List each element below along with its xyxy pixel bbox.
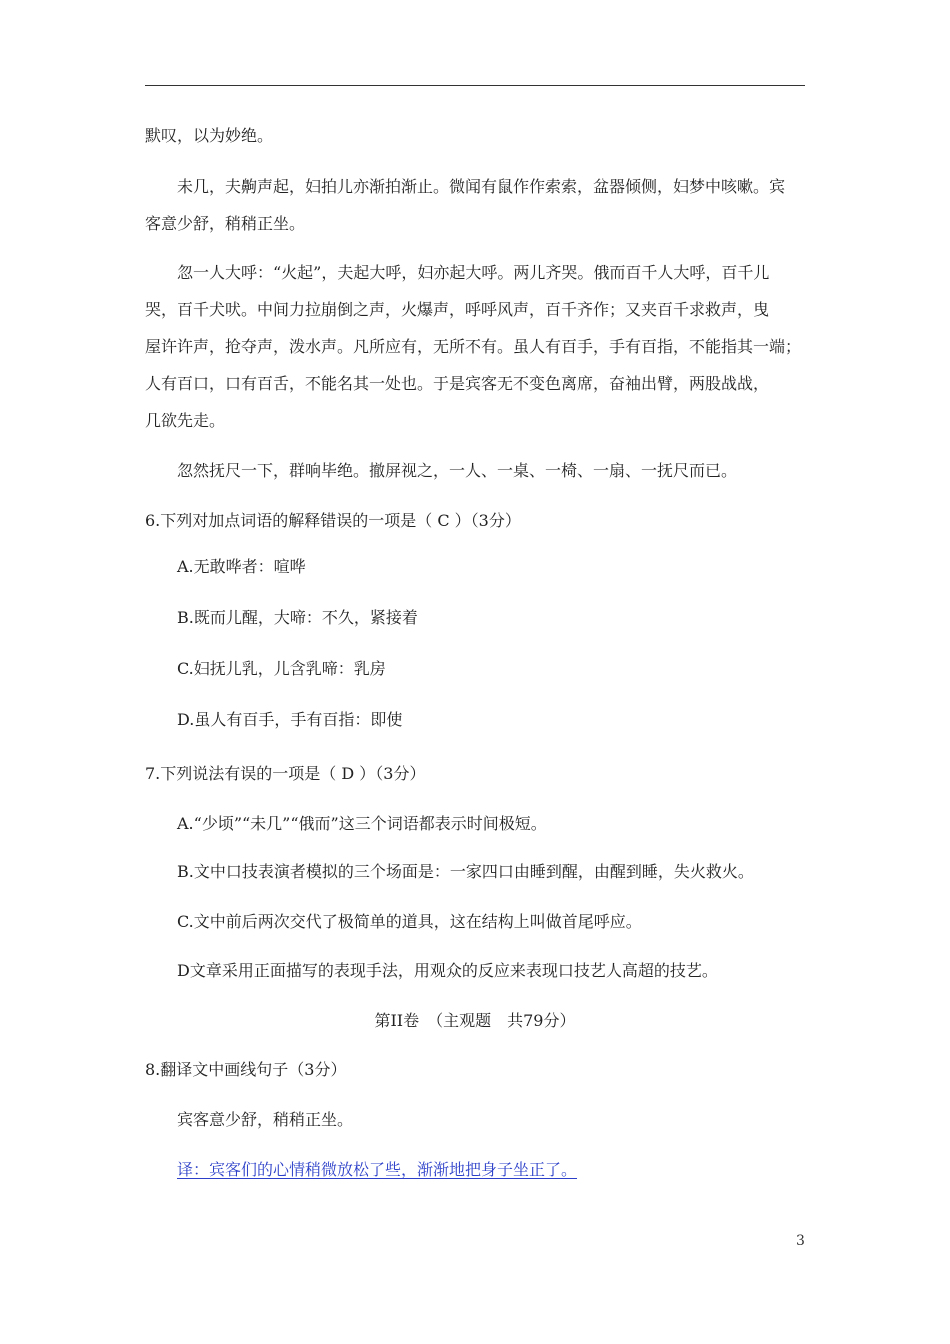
passage-line: 忽然抚尺一下，群响毕绝。撤屏视之，一人、一桌、一椅、一扇、一抚尺而已。 <box>177 461 738 480</box>
question-8-answer-text: 译：宾客们的心情稍微放松了些，渐渐地把身子坐正了。 <box>177 1160 578 1179</box>
question-7-option-b: B.文中口技表演者模拟的三个场面是：一家四口由睡到醒，由醒到睡，失火救火。 <box>177 862 754 881</box>
question-6-option-b: B.既而儿醒，大啼：不久，紧接着 <box>177 608 418 627</box>
question-8-answer <box>177 1160 599 1180</box>
passage-line: 屋许许声，抢夺声，泼水声。凡所应有，无所不有。虽人有百手，手有百指，不能指其一端； <box>145 337 802 356</box>
passage-line: 未几，夫齁声起，妇拍儿亦渐拍渐止。微闻有鼠作作索索，盆器倾侧，妇梦中咳嗽。宾 <box>177 177 786 196</box>
passage-line: 忽一人大呼：“火起”，夫起大呼，妇亦起大呼。两儿齐哭。俄而百千人大呼，百千儿 <box>177 263 770 282</box>
question-8-stem: 8.翻译文中画线句子（3分） <box>145 1060 347 1079</box>
question-6-option-d: D.虽人有百手，手有百指：即使 <box>177 710 403 729</box>
question-6-stem: 6.下列对加点词语的解释错误的一项是（ C ）（3分） <box>145 511 521 530</box>
question-7-option-c: C.文中前后两次交代了极简单的道具，这在结构上叫做首尾呼应。 <box>177 912 642 931</box>
passage-line: 人有百口，口有百舌，不能名其一处也。于是宾客无不变色离席，奋袖出臂，两股战战， <box>145 374 770 393</box>
section-heading: 第II卷 （主观题 共79分） <box>374 1011 576 1030</box>
question-7-option-d: D文章采用正面描写的表现手法，用观众的反应来表现口技艺人高超的技艺。 <box>177 961 718 980</box>
question-7-stem: 7.下列说法有误的一项是（ D ）（3分） <box>145 764 426 783</box>
header-rule <box>145 85 805 86</box>
question-6-option-c: C.妇抚儿乳，儿含乳啼：乳房 <box>177 659 386 678</box>
question-6-option-a: A.无敢哗者：喧哗 <box>177 557 306 576</box>
passage-line: 默叹，以为妙绝。 <box>145 126 274 145</box>
page-number: 3 <box>796 1233 805 1249</box>
question-7-option-a: A.“少顷”“未几”“俄而”这三个词语都表示时间极短。 <box>177 814 547 833</box>
question-8-sentence: 宾客意少舒，稍稍正坐。 <box>177 1110 354 1129</box>
passage-line: 哭，百千犬吠。中间力拉崩倒之声，火爆声，呼呼风声，百千齐作；又夹百千求救声，曳 <box>145 300 770 319</box>
passage-line: 客意少舒，稍稍正坐。 <box>145 214 306 233</box>
passage-line: 几欲先走。 <box>145 411 226 430</box>
